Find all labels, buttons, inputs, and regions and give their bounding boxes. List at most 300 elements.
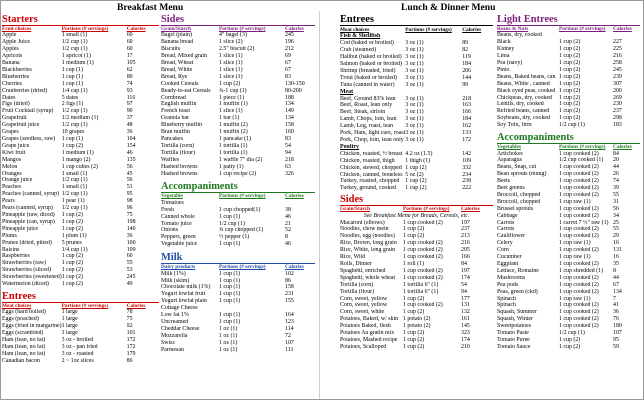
- item-calories: 107: [285, 339, 294, 346]
- table-row: [497, 302, 640, 309]
- table-row: [340, 68, 493, 75]
- item-calories: 84: [613, 150, 619, 157]
- item-name: Plums: [2, 232, 17, 239]
- table-row: [497, 261, 640, 268]
- light-entrees-table: [497, 26, 640, 129]
- table-row: [497, 115, 640, 122]
- group-heading: Fish & Shellfish: [340, 33, 381, 40]
- item-name: Banana: [2, 60, 20, 67]
- table-row: [161, 95, 315, 102]
- item-calories: 210: [461, 343, 470, 350]
- item-portion: 1 cup cubes (2): [61, 163, 98, 170]
- breakfast-entrees-table: [2, 303, 159, 365]
- item-name: Milk (skim): [161, 277, 190, 284]
- item-portion: 3 oz (1): [405, 102, 424, 109]
- item-portion: 1/2 cup (1): [61, 122, 88, 129]
- item-calories: 237: [461, 226, 470, 233]
- item-portion: 1/2 cup (1): [61, 108, 88, 115]
- item-portion: 1 cup (2): [403, 295, 425, 302]
- item-calories: 166: [462, 109, 472, 116]
- item-portion: 3 oz (1): [405, 116, 424, 123]
- item-portion: 1 cup shredded (1): [559, 267, 604, 274]
- item-calories: 84: [461, 261, 467, 267]
- item-name: Tomatoes: [161, 199, 184, 206]
- item-name: Beans, Snap, cut: [497, 164, 537, 171]
- item-calories: 98: [126, 198, 133, 205]
- table-row: [340, 96, 493, 103]
- item-calories: 55: [613, 226, 619, 233]
- item-name: Lima: [497, 53, 510, 60]
- table-group-row: [340, 144, 493, 151]
- item-portion: 1 cup (2): [559, 53, 581, 60]
- breakfast-entrees-heading: Entrees: [2, 291, 159, 303]
- table-row: [161, 319, 315, 326]
- table-row: [2, 226, 159, 233]
- item-calories: 218: [285, 156, 294, 163]
- item-name: Soybeans, dry, cooked: [497, 115, 550, 122]
- table-row: [2, 219, 159, 226]
- table-row: [340, 247, 493, 254]
- item-name: Bran muffin: [161, 129, 190, 136]
- table-row: [2, 150, 159, 157]
- table-row: [497, 199, 640, 206]
- item-name: Chicken, roasted, ½ breast: [340, 150, 403, 157]
- table-row: [2, 46, 159, 53]
- item-calories: 80-200: [285, 87, 302, 94]
- table-row: [340, 282, 493, 289]
- table-row: [340, 185, 493, 192]
- item-name: Shrimp (breaded, fried): [340, 67, 396, 74]
- item-portion: 1 cup recipe (2): [219, 170, 257, 177]
- item-portion: 3 oz - roasted: [61, 350, 94, 357]
- item-calories: 163: [462, 102, 472, 109]
- item-calories: 164: [285, 312, 294, 319]
- item-name: Peas, green (ckd): [497, 288, 538, 295]
- group-heading: Meat: [340, 88, 354, 95]
- item-calories: 59: [613, 343, 619, 350]
- item-name: Low fat 1%: [161, 312, 189, 319]
- item-portion: 1 cup (2): [61, 274, 83, 281]
- item-portion: 1 slice (1): [219, 73, 243, 80]
- item-calories: 17: [126, 53, 133, 60]
- item-portion: 1 potato (2): [403, 316, 431, 323]
- item-portion: 1 cup cooked (2): [559, 274, 599, 281]
- breakfast-sides-heading: Sides: [161, 14, 315, 26]
- item-portion: 1 cup cooked (2): [403, 274, 443, 281]
- table-row: [497, 164, 640, 171]
- table-row: [161, 129, 315, 136]
- item-portion: 3 oz (1): [405, 54, 424, 61]
- item-calories: 212: [285, 46, 294, 53]
- item-portion: 2 figs (1): [61, 101, 84, 108]
- item-name: Noodles, chow mein: [340, 226, 389, 233]
- portion-header: Portions (# servings): [219, 264, 266, 271]
- item-portion: 1 mango (2): [61, 156, 91, 163]
- item-calories: 177: [461, 295, 470, 302]
- item-name: Bean sprouts (mung): [497, 171, 547, 178]
- item-portion: 1 cup cooked (2): [559, 309, 599, 316]
- item-name: Cherries: [2, 80, 22, 87]
- item-portion: 1 cup (1): [219, 213, 241, 220]
- item-portion: 1/2 medium (1): [61, 115, 99, 122]
- item-calories: 245: [285, 32, 294, 39]
- item-portion: 1 cup cooked (2): [559, 164, 599, 171]
- item-portion: 1 cup (1): [219, 291, 241, 298]
- item-calories: 46: [126, 149, 133, 156]
- table-note-row: [340, 213, 493, 220]
- item-calories: 7: [613, 295, 616, 302]
- item-calories: [613, 32, 640, 39]
- item-portion: 10 grapes: [61, 129, 85, 136]
- item-calories: 154: [126, 142, 136, 149]
- table-row: [497, 233, 640, 240]
- table-row: [497, 67, 640, 74]
- table-row: [161, 136, 315, 143]
- item-name: Eggs (scrambled): [2, 330, 44, 337]
- item-calories: 218: [462, 95, 472, 102]
- item-name: Yogurt lowfat fruit: [161, 291, 206, 298]
- item-name: Canned whole: [161, 213, 195, 220]
- item-calories: 130-150: [285, 80, 305, 87]
- item-name: Grapefruit juice: [2, 122, 40, 129]
- table-row: [161, 81, 315, 88]
- item-calories: 144: [462, 74, 472, 81]
- calories-header: Calories: [126, 26, 146, 32]
- item-name: Parmesan: [161, 346, 184, 353]
- item-name: Biscuits: [161, 46, 180, 53]
- table-row: [497, 46, 640, 53]
- item-name: Pea (navy): [497, 60, 523, 67]
- item-portion: 1 potato (2): [403, 323, 431, 330]
- item-name: Brussel sprouts: [497, 205, 534, 212]
- item-name: Blueberry muffin: [161, 122, 202, 129]
- item-name: Broccoli, chopped: [497, 198, 541, 205]
- item-name: Chickpeas, dry, cooked: [497, 94, 552, 101]
- item-calories: 60: [126, 32, 133, 39]
- item-header: Vegetables: [497, 144, 521, 151]
- table-row: [161, 326, 315, 333]
- item-calories: 172: [126, 336, 136, 343]
- item-name: Pineapple (raw, diced): [2, 211, 55, 218]
- item-portion: 1 oz (1): [219, 325, 238, 332]
- item-calories: 39: [613, 185, 619, 192]
- item-portion: 1 cup cooked (2): [559, 205, 599, 212]
- table-row: [2, 122, 159, 129]
- item-name: Spaghetti, whole wheat: [340, 274, 396, 281]
- item-portion: 1 cup (2): [559, 73, 581, 80]
- item-portion: 1 cup (2): [559, 60, 581, 67]
- item-name: Cranberries (dried): [2, 87, 47, 94]
- table-row: [340, 323, 493, 330]
- item-portion: 3 oz (1): [405, 47, 424, 54]
- item-portion: 1 cup (1): [61, 73, 83, 80]
- item-calories: 86: [285, 277, 291, 284]
- item-calories: [285, 305, 315, 312]
- item-name: Peaches: [2, 184, 21, 191]
- item-name: Peppers, green: [161, 234, 196, 241]
- table-row: [340, 275, 493, 282]
- item-name: French toast: [161, 108, 190, 115]
- item-calories: 60: [126, 39, 133, 46]
- item-name: Pears: [2, 198, 15, 205]
- item-calories: 105: [126, 60, 136, 67]
- item-portion: 1 oz (1): [219, 332, 238, 339]
- item-calories: 95: [613, 336, 619, 343]
- portion-header: Portions (# servings): [61, 26, 109, 32]
- table-row: [2, 198, 159, 205]
- table-row: [161, 171, 315, 178]
- item-portion: 1 cup (2): [403, 336, 425, 343]
- column-sides: [161, 13, 315, 353]
- item-name: Kiwi fruit: [2, 149, 26, 156]
- item-name: Tomato Sauce: [497, 343, 531, 350]
- item-portion: 1 cup raw (1): [559, 240, 591, 247]
- item-name: Cod (baked or broiled): [340, 40, 394, 47]
- item-portion: 1/2 cup (1): [61, 205, 88, 212]
- item-calories: 37: [126, 115, 133, 122]
- item-name: Potatoes Au gratin mix: [340, 330, 395, 337]
- item-calories: [285, 200, 315, 207]
- item-name: Dates: [2, 94, 16, 101]
- table-row: [161, 60, 315, 67]
- item-portion: 1 cup (2): [559, 94, 581, 101]
- item-portion: 5 dates: [61, 94, 79, 101]
- item-name: Pinto: [497, 66, 510, 73]
- item-header: Beans & Nuts: [497, 26, 529, 32]
- item-calories: 114: [285, 325, 294, 332]
- item-portion: 3 oz - broiled: [61, 336, 94, 343]
- item-portion: 1 cup (2): [403, 233, 425, 240]
- table-row: [2, 191, 159, 198]
- item-name: Potatoes Baked, flesh: [340, 323, 391, 330]
- item-calories: 326: [285, 170, 294, 177]
- item-name: Prunes (dried, pitted): [2, 239, 52, 246]
- table-row: [2, 330, 159, 337]
- item-calories: 104: [126, 136, 136, 142]
- item-name: Asparagus: [497, 157, 522, 164]
- item-portion: ½ pepper (1): [219, 234, 250, 241]
- item-name: Chicken, roasted, thigh: [340, 157, 395, 164]
- table-row: [340, 344, 493, 351]
- item-portion: ¾ cup chopped (1): [219, 227, 264, 234]
- item-portion: 1 piece (1): [219, 94, 245, 101]
- table-row: [2, 233, 159, 240]
- item-portion: 1 cup (2): [61, 253, 83, 260]
- table-row: [2, 274, 159, 281]
- item-portion: [219, 200, 285, 207]
- item-name: Lamb, Leg, roast, lean: [340, 123, 393, 130]
- item-calories: 51: [126, 184, 133, 191]
- table-row: [497, 60, 640, 67]
- item-portion: 1 oz (1): [219, 339, 238, 346]
- item-name: English muffin: [161, 101, 197, 108]
- item-name: Cooked Cereals: [161, 80, 199, 87]
- item-calories: 133: [462, 130, 472, 137]
- item-header: Dairy products: [161, 264, 196, 271]
- table-row: [161, 221, 315, 228]
- item-calories: 116: [126, 94, 136, 101]
- table-row: [340, 151, 493, 158]
- item-calories: 36: [126, 129, 133, 136]
- table-row: [497, 282, 640, 289]
- item-calories: 67: [285, 60, 291, 67]
- item-calories: 74: [126, 80, 133, 87]
- item-name: Bagel (plain): [161, 32, 192, 39]
- table-row: [497, 213, 640, 220]
- table-row: [2, 267, 159, 274]
- table-row: [497, 330, 640, 337]
- table-row: [161, 312, 315, 319]
- item-portion: 1 cup (1): [61, 66, 83, 73]
- table-row: [161, 284, 315, 291]
- item-portion: 1 cup cooked (2): [559, 281, 599, 288]
- table-row: [161, 271, 315, 278]
- item-portion: 1 cup cooked (2): [559, 171, 599, 178]
- item-portion: 5 prunes: [61, 239, 82, 246]
- calories-header: Calories: [462, 27, 482, 33]
- table-row: [340, 75, 493, 82]
- item-calories: 216: [613, 53, 622, 60]
- table-row: [340, 137, 493, 144]
- item-calories: 188: [285, 94, 294, 101]
- table-row: [497, 316, 640, 323]
- item-name: Cabbage: [497, 212, 518, 219]
- item-portion: 1 cup (2): [405, 178, 427, 185]
- item-calories: 31: [613, 198, 619, 205]
- item-portion: 1 cup cooked (2): [403, 240, 443, 247]
- item-name: Ready-to-eat Cereals: [161, 87, 211, 94]
- item-portion: 1 slice (1): [219, 53, 243, 60]
- item-name: Rice, Wild: [340, 254, 366, 261]
- portion-header: Portions (# servings): [405, 27, 452, 33]
- item-portion: 3 oz (1): [405, 81, 424, 88]
- item-calories: 92: [126, 323, 133, 330]
- item-calories: 230: [613, 101, 622, 108]
- item-calories: 179: [126, 350, 136, 357]
- item-portion: 1 cup (2): [559, 343, 581, 350]
- item-calories: 93: [126, 87, 133, 94]
- milk-table: [161, 264, 315, 353]
- table-group-row: [340, 33, 493, 40]
- table-row: [2, 171, 159, 178]
- table-row: [497, 151, 640, 158]
- starters-table: [2, 26, 159, 288]
- table-row: [161, 150, 315, 157]
- item-calories: 162: [462, 123, 472, 130]
- table-row: [161, 157, 315, 164]
- item-name: Ham (lean, no fat): [2, 336, 46, 343]
- item-name: Tortilla (corn): [340, 281, 374, 288]
- item-calories: 238: [462, 178, 472, 185]
- item-portion: 1 pear (1): [61, 198, 85, 205]
- item-portion: 3 oz (1): [405, 109, 424, 116]
- item-name: Grapes (seedless, raw): [2, 136, 56, 142]
- item-portion: 1 cup (2): [219, 80, 241, 87]
- item-name: Watermelon (diced): [2, 281, 49, 288]
- item-calories: 60: [126, 253, 133, 260]
- calories-header: Calories: [126, 302, 146, 309]
- item-portion: 1 cup (2): [61, 218, 83, 225]
- item-name: Banana bread: [161, 39, 194, 46]
- item-portion: 1 tortilla 6" (1): [403, 288, 439, 295]
- item-header: Fruit choices: [2, 26, 32, 32]
- item-portion: [219, 305, 285, 312]
- item-portion: 1 cup (1): [219, 277, 241, 284]
- item-calories: 205: [461, 247, 470, 254]
- item-portion: 1 cup cooked (2): [559, 178, 599, 185]
- item-calories: 16: [613, 240, 619, 247]
- table-row: [2, 143, 159, 150]
- item-portion: 4" bagel (3): [219, 32, 247, 39]
- item-name: Eggs (hard boiled): [2, 309, 46, 316]
- item-name: Spinach: [497, 295, 516, 302]
- item-portion: 1 thigh (1): [405, 157, 431, 164]
- item-name: Cheddar Cheese: [161, 325, 200, 332]
- table-row: [340, 102, 493, 109]
- item-name: Trout (baked or broiled): [340, 74, 397, 81]
- item-name: Fresh: [161, 206, 175, 213]
- table-row: [497, 247, 640, 254]
- item-calories: 94: [461, 288, 467, 295]
- item-name: Apples: [2, 46, 19, 53]
- table-row: [161, 227, 315, 234]
- item-calories: 95: [126, 191, 133, 198]
- item-calories: 54: [461, 281, 467, 288]
- item-name: Blueberries: [2, 73, 30, 80]
- item-calories: 60: [126, 46, 133, 53]
- item-name: Tortilla (flour): [340, 288, 375, 295]
- item-name: Beef, Roast, lean only: [340, 102, 393, 109]
- item-calories: 134: [285, 101, 294, 108]
- group-heading: Poultry: [340, 143, 359, 150]
- table-row: [2, 260, 159, 267]
- item-calories: 46: [285, 213, 291, 220]
- item-calories: 145: [461, 323, 470, 330]
- item-calories: 99: [462, 81, 469, 88]
- item-portion: 1 cup raw (1): [559, 254, 591, 261]
- item-name: Pears (canned, syrup): [2, 205, 53, 212]
- item-name: Beef, Steak, sirloin: [340, 109, 386, 116]
- item-name: Fruit Cocktail (syrup): [2, 108, 54, 115]
- item-name: Bread, Rye: [161, 73, 188, 80]
- table-row: [161, 305, 315, 312]
- portion-header: Portions (# servings): [559, 26, 606, 32]
- item-portion: 1 slice (1): [219, 108, 243, 115]
- item-name: Pancakes: [161, 136, 183, 142]
- item-name: Pork, Chop, loin, lean only: [340, 137, 404, 143]
- table-row: [340, 165, 493, 172]
- lunch-sides-heading: Sides: [340, 194, 493, 206]
- item-portion: 1 cup (2): [403, 226, 425, 233]
- table-row: [497, 32, 640, 39]
- table-row: [497, 122, 640, 129]
- item-calories: 102: [285, 270, 294, 277]
- item-calories: 307: [613, 80, 622, 87]
- item-calories: 216: [461, 240, 470, 247]
- item-calories: 56: [126, 177, 133, 184]
- item-name: Corn: [497, 247, 509, 254]
- table-group-row: [340, 89, 493, 96]
- item-calories: 76: [613, 316, 619, 323]
- table-row: [340, 123, 493, 130]
- item-portion: 1 cup (1): [219, 241, 241, 248]
- item-name: Bread, White: [161, 66, 193, 73]
- item-calories: 29: [613, 233, 619, 240]
- item-calories: 56: [126, 163, 133, 170]
- table-row: [497, 178, 640, 185]
- item-portion: 1 bar (1): [219, 115, 240, 122]
- table-header-row: [161, 264, 315, 270]
